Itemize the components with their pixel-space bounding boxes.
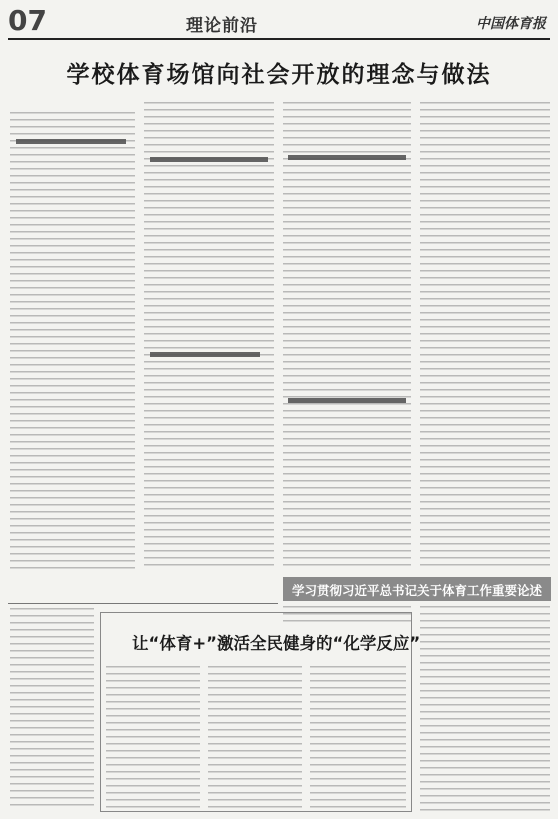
page-number: 07: [8, 4, 47, 37]
main-column-4: [420, 102, 550, 570]
column-text-lines: [106, 666, 200, 811]
column-text-lines: [283, 102, 411, 570]
paper-name: 中国体育报: [476, 16, 546, 32]
lower-right-column: [420, 606, 550, 811]
subsection-heading: [150, 157, 268, 162]
column-text-lines: [10, 112, 135, 570]
subsection-heading: [288, 155, 406, 160]
lower-column-3: [208, 666, 302, 811]
lower-column-1: [10, 608, 94, 811]
lower-column-4: [310, 666, 406, 811]
lower-column-2: [106, 666, 200, 811]
section-name: 理论前沿: [186, 16, 258, 36]
main-column-2: [144, 102, 274, 570]
subsection-heading: [288, 398, 406, 403]
column-text-lines: [208, 666, 302, 811]
masthead: [8, 6, 550, 38]
main-column-1: [10, 112, 135, 570]
column-text-lines: [10, 608, 94, 811]
main-headline: 学校体育场馆向社会开放的理念与做法: [66, 62, 492, 88]
subsection-heading: [150, 352, 260, 357]
subsection-heading: [16, 139, 126, 144]
column-text-lines: [144, 102, 274, 570]
article-divider: [8, 603, 278, 604]
column-text-lines: [420, 606, 550, 811]
masthead-rule: [8, 38, 550, 40]
lower-headline: 让“体育+”激活全民健身的“化学反应”: [132, 634, 421, 653]
column-text-lines: [420, 102, 550, 570]
section-banner: [283, 577, 551, 601]
main-column-3: [283, 102, 411, 570]
column-text-lines: [310, 666, 406, 811]
section-banner-title: 学习贯彻习近平总书记关于体育工作重要论述: [291, 583, 542, 598]
